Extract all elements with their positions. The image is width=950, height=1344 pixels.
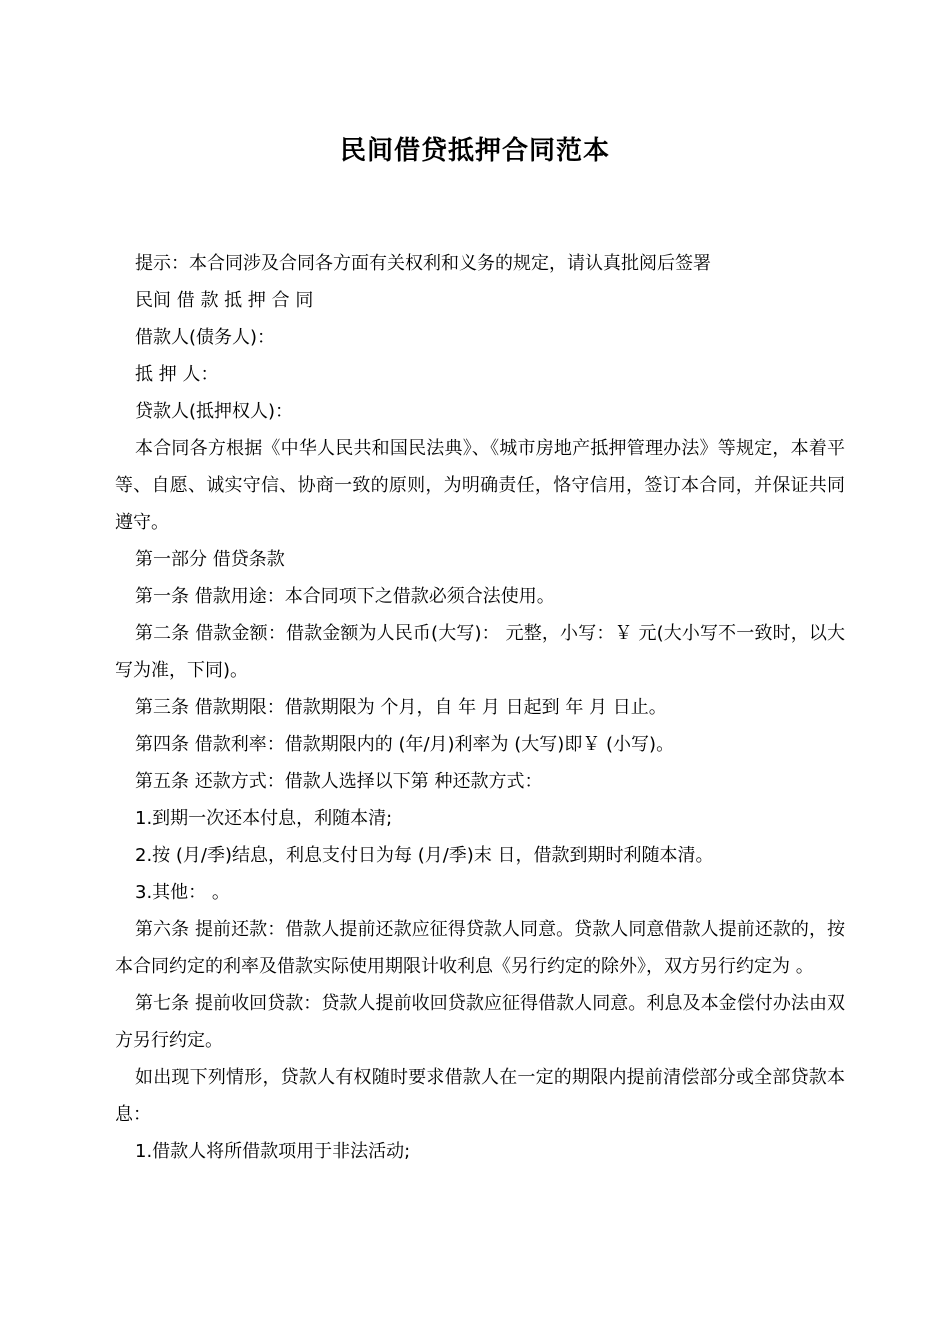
repayment-option-1: 1.到期一次还本付息，利随本清; bbox=[135, 808, 393, 829]
article-2: 第二条 借款金额：借款金额为人民币(大写)： 元整，小写：￥ 元(大小写不一致时，以大写为准，下同)。 bbox=[115, 623, 845, 681]
article-7: 第七条 提前收回贷款：贷款人提前收回贷款应征得借款人同意。利息及本金偿付办法由双方另行约定。 bbox=[115, 993, 845, 1051]
mortgagor-line: 抵 押 人： bbox=[135, 364, 219, 385]
article-4: 第四条 借款利率：借款期限内的 (年/月)利率为 (大写)即￥ (小写)。 bbox=[135, 734, 675, 755]
repayment-option-3: 3.其他： 。 bbox=[135, 882, 230, 903]
borrower-line: 借款人(债务人)： bbox=[135, 327, 276, 348]
notice-paragraph: 提示：本合同涉及合同各方面有关权利和义务的规定，请认真批阅后签署 bbox=[135, 253, 711, 274]
repayment-option-2: 2.按 (月/季)结息，利息支付日为每 (月/季)末 日，借款到期时利随本清。 bbox=[135, 845, 714, 866]
lender-line: 贷款人(抵押权人)： bbox=[135, 401, 294, 422]
article-5: 第五条 还款方式：借款人选择以下第 种还款方式： bbox=[135, 771, 543, 792]
contract-heading: 民间 借 款 抵 押 合 同 bbox=[135, 290, 314, 311]
recall-condition-1: 1.借款人将所借款项用于非法活动; bbox=[135, 1141, 411, 1162]
part-one-heading: 第一部分 借贷条款 bbox=[135, 549, 285, 570]
article-1: 第一条 借款用途：本合同项下之借款必须合法使用。 bbox=[135, 586, 555, 607]
article-6: 第六条 提前还款：借款人提前还款应征得贷款人同意。贷款人同意借款人提前还款的，按本合同约定的利率及借款实际使用期限计收利息《另行约定的除外》，双方另行约定为 。 bbox=[115, 919, 845, 977]
article-3: 第三条 借款期限：借款期限为 个月，自 年 月 日起到 年 月 日止。 bbox=[135, 697, 667, 718]
recall-conditions-paragraph: 如出现下列情形，贷款人有权随时要求借款人在一定的期限内提前清偿部分或全部贷款本息： bbox=[115, 1067, 845, 1125]
document-body bbox=[115, 245, 845, 1170]
preamble-paragraph: 本合同各方根据《中华人民共和国民法典》、《城市房地产抵押管理办法》等规定，本着平等、自愿、诚实守信、协商一致的原则，为明确责任，恪守信用，签订本合同，并保证共同遵守。 bbox=[115, 438, 845, 533]
document-title: 民间借贷抵押合同范本 bbox=[339, 136, 610, 166]
